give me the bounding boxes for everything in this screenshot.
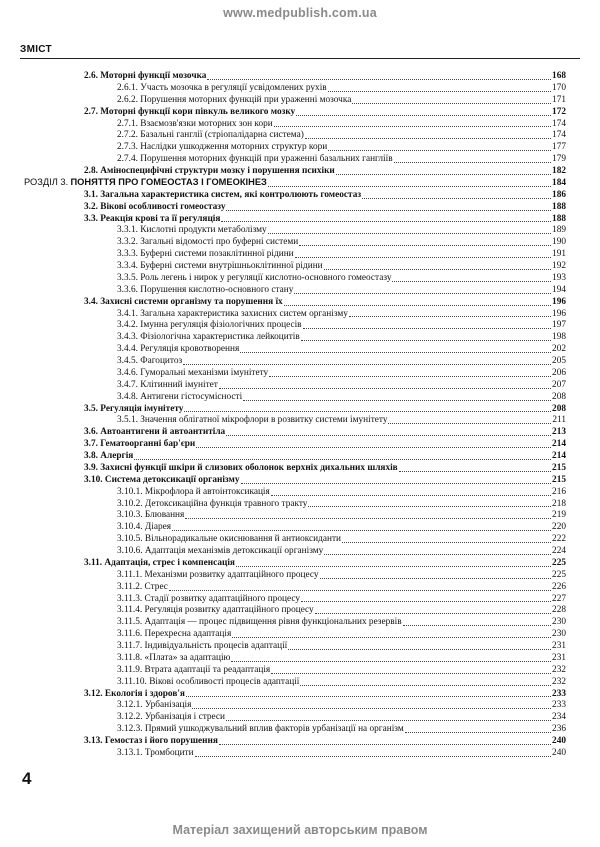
toc-entry-title: 2.7.2. Базальні ганглії (стріопалідарна система) [117,130,304,141]
toc-page-number: 171 [552,94,566,105]
toc-page-number: 216 [552,486,566,497]
toc-page-number: 225 [552,569,566,580]
toc-entry-title: 3.10.2. Детоксикаційна функція травного тракту [117,498,308,509]
toc-page-number: 226 [552,581,566,592]
dot-leader [183,364,551,365]
toc-page-number: 191 [552,249,566,260]
toc-entry [84,142,566,154]
toc-entry [84,570,566,582]
toc-entry [84,558,566,570]
toc-entry-title: 3.10.3. Блювання [117,510,185,521]
dot-leader [240,352,551,353]
toc-page-number: 213 [552,427,566,438]
dot-leader [268,233,551,234]
toc-entry [84,499,566,511]
dot-leader [320,578,552,579]
dot-leader [221,221,551,222]
dot-leader [296,115,551,116]
dot-leader [284,305,551,306]
toc-entry [84,522,566,534]
toc-page-number: 234 [552,712,566,723]
toc-entry [84,225,566,237]
toc-page-number: 230 [552,617,566,628]
toc-chapter [24,178,566,190]
toc-page-number: 211 [552,415,566,426]
toc-entry [84,214,566,226]
toc-entry-title: 3.3.1. Кислотні продукти метаболізму [117,225,267,236]
toc-page-number: 232 [552,676,566,687]
dot-leader [219,744,551,745]
toc-page-number: 174 [552,130,566,141]
toc-entry [84,605,566,617]
toc-entry-title [24,177,267,190]
toc-entry-title: 2.8. Аміноспецифічні структури мозку і порушення психіки [84,166,335,176]
toc-entry-title: 2.6.1. Участь мозочка в регуляції усвідомлених рухів [117,82,327,93]
dot-leader [295,257,551,258]
toc-page-number: 202 [552,344,566,355]
toc-page-number: 214 [552,439,566,450]
header-rule [20,58,580,59]
dot-leader [301,601,551,602]
dot-leader [352,103,551,104]
toc-entry [84,415,566,427]
toc-entry [84,724,566,736]
toc-entry [84,475,566,487]
toc-entry [84,332,566,344]
dot-leader [405,732,551,733]
dot-leader [268,186,551,187]
dot-leader [308,506,551,507]
toc-entry-title: 2.7.3. Наслідки ушкодження моторних структур кори [117,142,328,153]
dot-leader [328,150,551,151]
toc-entry [84,344,566,356]
toc-page-number: 232 [552,664,566,675]
toc-page-number: 231 [552,641,566,651]
toc-page-number: 182 [552,166,566,176]
dot-leader [303,328,551,329]
toc-entry-title: 3.3.2. Загальні відомості про буферні системи [117,237,299,248]
toc-entry-title: 3.4.5. Фагоцитоз [117,356,183,366]
toc-entry-title: 3.4.2. Імунна регуляція фізіологічних процесів [117,320,302,331]
toc-page-number: 188 [552,201,566,212]
toc-entry [84,629,566,641]
section-title: ЗМІСТ [20,44,52,55]
toc-page-number: 231 [552,652,566,663]
toc-page-number: 224 [552,546,566,556]
table-of-contents [24,71,566,760]
toc-entry [84,261,566,273]
toc-entry [84,119,566,131]
dot-leader [271,495,551,496]
toc-entry-title: 3.4.4. Регуляція кровотворення [117,344,240,355]
toc-entry-title: 3.3.4. Буферні системи внутрішньоклітинної рідини [117,261,323,271]
toc-entry [84,617,566,629]
toc-page-number: 205 [552,356,566,366]
toc-entry-title: 3.4.7. Клітинний імунітет [117,379,218,390]
toc-entry [84,427,566,439]
toc-page-number: 190 [552,237,566,248]
dot-leader [294,293,551,294]
toc-page-number: 179 [552,154,566,165]
dot-leader [232,637,551,638]
dot-leader [305,138,551,139]
toc-entry-title: 3.11.2. Стрес [117,581,168,592]
dot-leader [186,696,551,697]
chapter-title: ПОНЯТТЯ ПРО ГОМЕОСТАЗ І ГОМЕОКІНЕЗ [70,176,267,187]
toc-page-number: 196 [552,296,566,307]
toc-page-number: 172 [552,106,566,117]
toc-entry [84,368,566,380]
toc-entry [84,309,566,321]
dot-leader [172,530,551,531]
toc-entry [84,273,566,285]
toc-entry [84,641,566,653]
toc-entry-title: 3.11.8. «Плата» за адаптацію [117,652,231,663]
dot-leader [324,269,551,270]
toc-entry-title: 3.12. Екологія і здоров'я [84,688,185,699]
dot-leader [315,613,551,614]
toc-page-number: 197 [552,320,566,331]
toc-page-number: 168 [552,71,566,81]
dot-leader [336,174,551,175]
toc-entry-title: 3.11.9. Втрата адаптації та реадаптація [117,664,271,675]
toc-page-number: 215 [552,462,566,473]
toc-page-number: 225 [552,557,566,568]
toc-page-number: 184 [552,177,566,188]
toc-entry-title: 3.3.3. Буферні системи позаклітинної рідини [117,249,294,260]
dot-leader [219,388,551,389]
toc-entry [84,665,566,677]
dot-leader [299,245,551,246]
toc-entry [84,154,566,166]
toc-entry [84,546,566,558]
toc-entry [84,451,566,463]
dot-leader [274,126,551,127]
toc-entry [84,463,566,475]
toc-entry-title: 3.12.1. Урбанізація [117,700,192,711]
toc-entry-title: 3.10.5. Вільнорадикальне окиснювання й антиоксиданти [117,534,342,545]
toc-entry-title: 3.13.1. Тромбоцити [117,747,194,758]
dot-leader [324,554,551,555]
toc-entry-title: 3.13. Гемостаз і його порушення [84,736,218,746]
toc-entry-title: 3.11. Адаптація, стрес і компенсація [84,557,235,568]
toc-entry [84,297,566,309]
toc-entry [84,689,566,701]
toc-entry [84,510,566,522]
toc-entry-title: 3.11.10. Вікові особливості процесів адаптації [117,676,300,687]
toc-page-number: 230 [552,629,566,640]
toc-page-number: 227 [552,593,566,604]
dot-leader [226,435,551,436]
dot-leader [169,590,551,591]
toc-page-number: 198 [552,332,566,343]
dot-leader [226,720,551,721]
site-url: www.medpublish.com.ua [223,6,377,20]
dot-leader [362,198,551,199]
toc-entry [84,404,566,416]
toc-entry-title: 3.12.2. Урбанізація і стреси [117,712,225,723]
dot-leader [301,340,551,341]
toc-page-number: 219 [552,510,566,521]
dot-leader [271,673,551,674]
dot-leader [196,447,551,448]
toc-page-number: 207 [552,379,566,390]
toc-page-number: 214 [552,451,566,461]
toc-page-number: 208 [552,403,566,414]
toc-page-number: 196 [552,308,566,319]
dot-leader [241,483,551,484]
toc-entry-title: 3.10.4. Діарея [117,522,171,533]
toc-page-number: 186 [552,189,566,200]
dot-leader [207,79,551,80]
toc-entry-title: 2.7.4. Порушення моторних функцій при ураженні базальних гангліїв [117,154,393,165]
toc-entry [84,249,566,261]
toc-entry [84,237,566,249]
toc-page-number: 189 [552,225,566,236]
toc-entry [84,534,566,546]
dot-leader [231,661,551,662]
page-number: 4 [22,769,32,788]
toc-entry-title: 3.3.5. Роль легень і нирок у регуляції кислотно-основного гомеостазу [117,272,392,283]
dot-leader [134,459,551,460]
toc-entry [84,285,566,297]
toc-entry [84,356,566,368]
dot-leader [388,423,551,424]
dot-leader [195,756,551,757]
toc-entry-title: 3.7. Гематоорганні бар'єри [84,439,196,450]
toc-page-number: 188 [552,213,566,224]
toc-page-number: 240 [552,747,566,758]
toc-entry-title: 2.7. Моторні функції кори півкуль великого мозку [84,106,296,117]
toc-entry-title: 3.11.5. Адаптація — процес підвищення рівня функціональних резервів [117,617,402,628]
toc-page-number: 233 [552,700,566,711]
toc-entry [84,190,566,202]
toc-page-number: 228 [552,605,566,616]
toc-page-number: 170 [552,82,566,93]
toc-entry [84,71,566,83]
dot-leader [399,471,551,472]
toc-entry-title: 3.9. Захисні функції шкіри й слизових оболонок верхніх дихальних шляхів [84,462,398,473]
toc-entry-title: 3.10.1. Мікрофлора й автоінтоксикація [117,486,270,497]
toc-entry-title: 3.1. Загальна характеристика систем, які контролюють гомеостаз [84,189,362,200]
toc-entry [84,83,566,95]
dot-leader [184,411,551,412]
toc-entry-title: 3.3.6. Порушення кислотно-основного стану [117,284,294,295]
toc-entry-title: 3.12.3. Прямий ушкоджувальний вплив факторів урбанізації на організм [117,724,404,735]
toc-entry-title: 3.11.1. Механізми розвитку адаптаційного процесу [117,569,319,580]
toc-entry-title: 3.5. Регуляція імунітету [84,403,184,414]
toc-entry [84,439,566,451]
toc-entry [84,202,566,214]
toc-page-number: 208 [552,391,566,402]
dot-leader [300,685,551,686]
dot-leader [226,210,551,211]
dot-leader [243,400,551,401]
toc-entry-title: 3.3. Реакція крові та її регуляція [84,213,221,224]
dot-leader [269,376,551,377]
toc-page-number: 174 [552,118,566,129]
toc-entry [84,748,566,760]
toc-entry [84,736,566,748]
toc-entry [84,594,566,606]
toc-page-number: 222 [552,534,566,545]
dot-leader [328,91,551,92]
toc-page-number: 240 [552,736,566,746]
copyright-notice: Матеріал захищений авторським правом [172,823,428,837]
toc-entry [84,700,566,712]
toc-entry-title: 3.8. Алергія [84,451,134,461]
toc-page-number: 215 [552,474,566,485]
toc-page-number: 177 [552,142,566,153]
dot-leader [342,542,551,543]
toc-entry [84,95,566,107]
dot-leader [403,625,551,626]
toc-page-number: 233 [552,688,566,699]
dot-leader [394,162,551,163]
toc-entry-title: 3.10. Система детоксикації організму [84,474,240,485]
toc-page-number: 192 [552,261,566,271]
toc-entry-title: 3.4.6. Гуморальні механізми імунітету [117,367,269,378]
toc-page-number: 194 [552,284,566,295]
toc-page-number: 236 [552,724,566,735]
toc-entry-title: 3.4.8. Антигени гістосумісності [117,391,243,402]
toc-page-number: 220 [552,522,566,533]
toc-entry-title: 3.4.3. Фізіологічна характеристика лейкоцитів [117,332,300,343]
dot-leader [192,708,551,709]
toc-entry-title: 3.4. Захисні системи організму та порушення їх [84,296,283,307]
toc-entry [84,712,566,724]
toc-page-number: 193 [552,272,566,283]
toc-entry-title: 3.11.7. Індивідуальність процесів адаптації [117,641,288,651]
dot-leader [185,518,551,519]
toc-entry-title: 3.11.4. Регуляція розвитку адаптаційного процесу [117,605,314,616]
dot-leader [288,649,551,650]
toc-page-number: 206 [552,367,566,378]
toc-entry-title: 3.10.6. Адаптація механізмів детоксикації організму [117,546,324,556]
toc-entry-title: 2.6.2. Порушення моторних функцій при ураженні мозочка [117,94,352,105]
toc-entry-title: 3.4.1. Загальна характеристика захисних систем організму [117,308,348,319]
toc-entry [84,380,566,392]
toc-entry-title: 2.7.1. Взаємозв'язки моторних зон кори [117,118,273,129]
toc-page-number: 218 [552,498,566,509]
toc-entry-title: 3.11.3. Стадії розвитку адаптаційного процесу [117,593,301,604]
toc-entry [84,320,566,332]
chapter-prefix: РОЗДІЛ 3. [24,176,69,187]
toc-entry-title: 3.6. Автоантигени й автоантитіла [84,427,226,438]
toc-entry-title: 2.6. Моторні функції мозочка [84,71,207,81]
toc-entry [84,130,566,142]
toc-entry [84,582,566,594]
toc-entry [84,487,566,499]
dot-leader [349,316,551,317]
dot-leader [392,281,551,282]
toc-entry [84,677,566,689]
dot-leader [236,566,551,567]
toc-entry [84,653,566,665]
toc-entry-title: 3.2. Вікові особливості гомеостазу [84,201,226,212]
toc-entry-title: 3.5.1. Значення облігатної мікрофлори в розвитку системи імунітету [117,415,388,426]
toc-entry [84,392,566,404]
toc-entry [84,107,566,119]
toc-entry-title: 3.11.6. Перехресна адаптація [117,629,232,640]
